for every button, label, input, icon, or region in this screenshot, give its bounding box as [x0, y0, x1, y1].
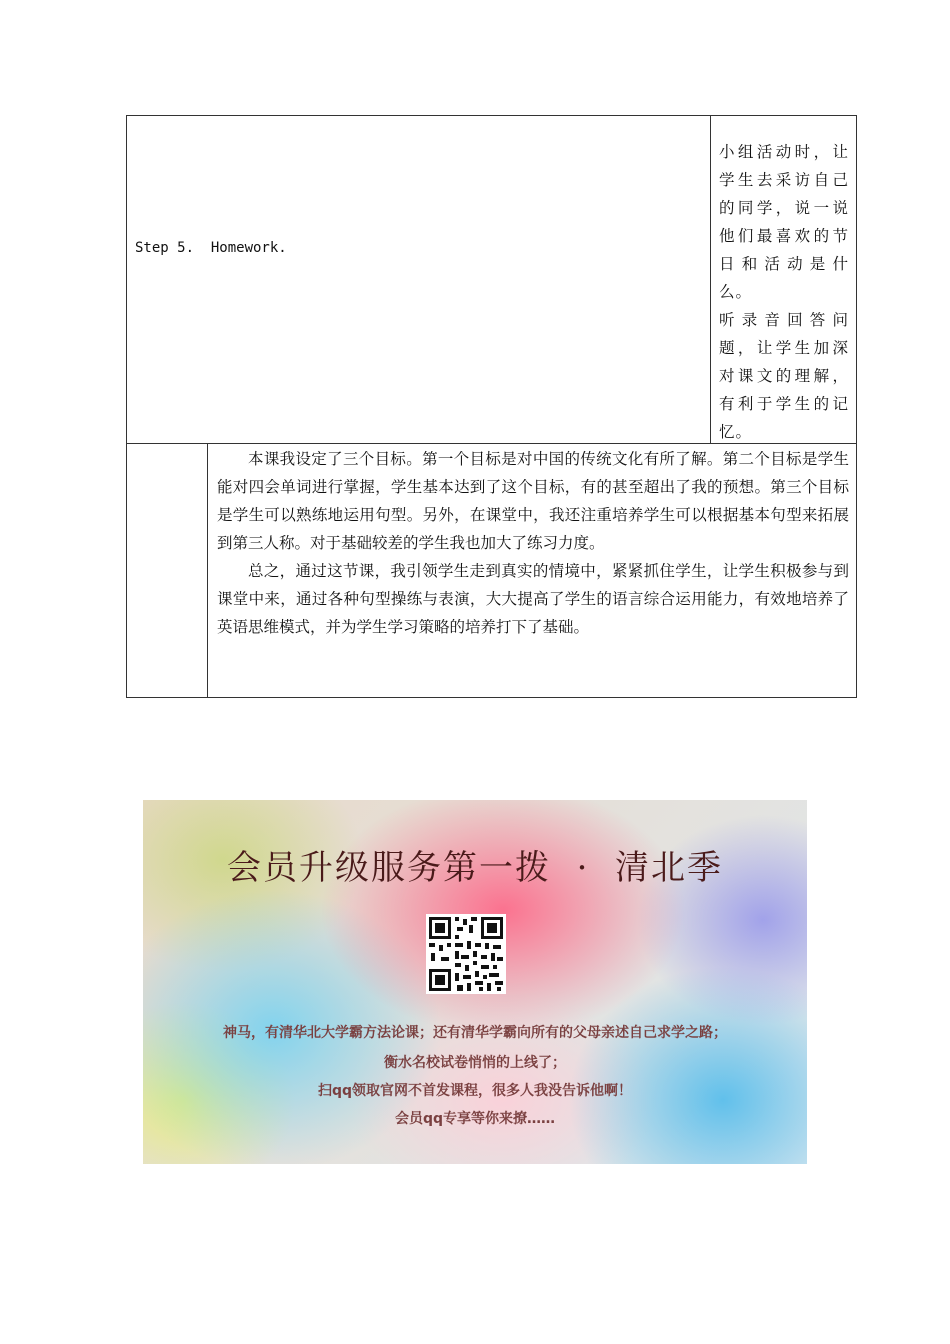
- reflection-paragraph: 总之，通过这节课，我引领学生走到真实的情境中，紧紧抓住学生，让学生积极参与到课堂中来，通过各种句型操练与表演，大大提高了学生的语言综合运用能力，有效地培养了英语思维模式，并为学生学习策略的培养打下了基础。: [217, 562, 849, 636]
- step-label: Step 5. Homework.: [135, 240, 287, 256]
- design-notes-cell: [719, 138, 849, 446]
- column-divider: [710, 116, 711, 443]
- banner-line: 衡水名校试卷悄悄的上线了；: [384, 1055, 566, 1071]
- design-note: 听录音回答问题，让学生加深对课文的理解，有利于学生的记忆。: [719, 311, 849, 441]
- banner-title: 会员升级服务第一拨 · 清北季: [226, 848, 724, 888]
- reflection-paragraph: 本课我设定了三个目标。第一个目标是对中国的传统文化有所了解。第二个目标是学生能对四会单词进行掌握，学生基本达到了这个目标，有的甚至超出了我的预想。第三个目标是学生可以熟练地运用句型。另外，在课堂中，我还注重培养学生可以根据基本句型来拓展到第三人称。对于基础较差的学生我也加大了练习力度。: [217, 450, 849, 552]
- banner-line: 扫qq领取官网不首发课程，很多人我没告诉他啊！: [317, 1083, 633, 1099]
- membership-banner[interactable]: [143, 800, 807, 1164]
- qr-code-icon[interactable]: [426, 914, 506, 994]
- lesson-table-row-reflection: [126, 443, 857, 698]
- design-note: 小组活动时，让学生去采访自己的同学，说一说他们最喜欢的节日和活动是什么。: [719, 143, 849, 301]
- reflection-text: [217, 445, 849, 641]
- column-divider: [207, 444, 208, 697]
- banner-line: 会员qq专享等你来撩……: [394, 1111, 556, 1127]
- banner-line: 神马，有清华北大学霸方法论课；还有清华学霸向所有的父母亲述自己求学之路；: [223, 1025, 727, 1041]
- lesson-table-row-homework: [126, 115, 857, 444]
